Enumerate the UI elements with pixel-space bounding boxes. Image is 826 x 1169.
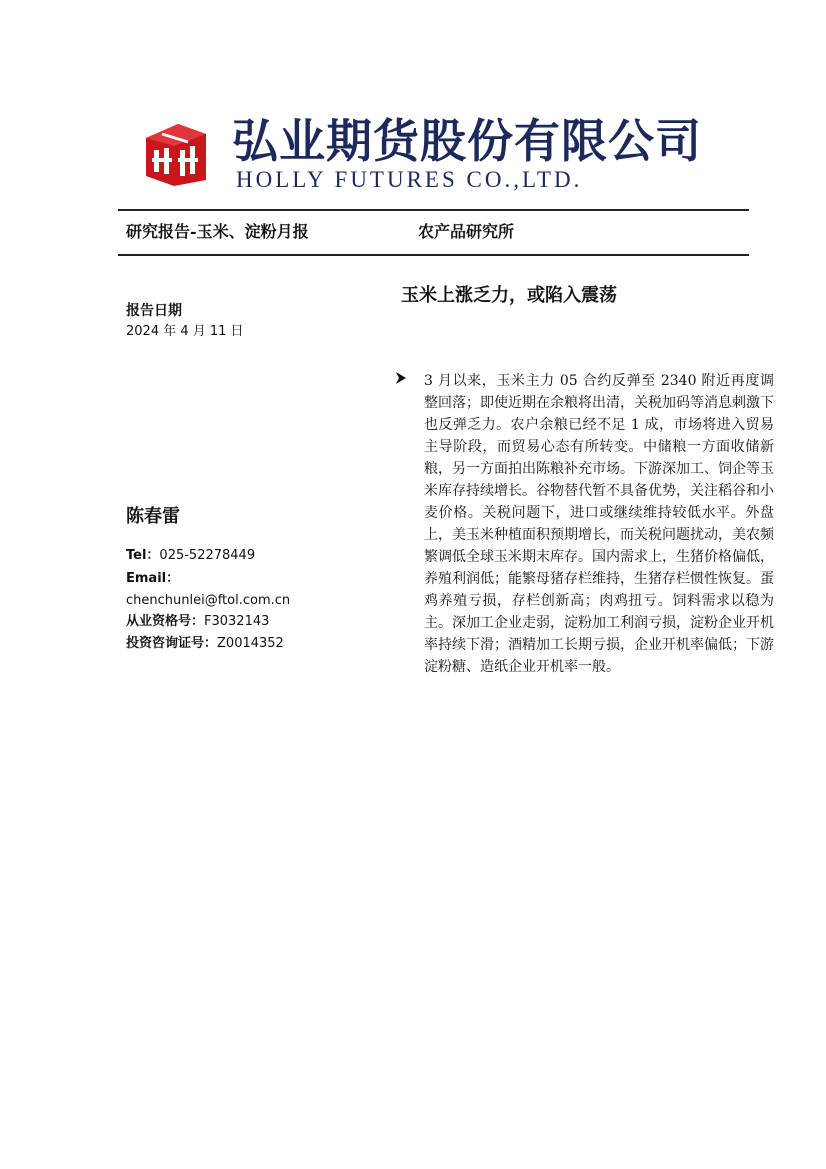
email-label: Email： bbox=[126, 571, 180, 586]
author-email[interactable] bbox=[126, 591, 290, 611]
report-type: 研究报告-玉米、淀粉月报 bbox=[126, 222, 309, 241]
author-license bbox=[126, 612, 269, 632]
report-title: 玉米上涨乏力，或陷入震荡 bbox=[401, 285, 617, 306]
consult-label: 投资咨询证号： bbox=[126, 636, 218, 651]
author-name: 陈春雷 bbox=[126, 506, 180, 527]
holly-futures-logo bbox=[142, 120, 210, 188]
summary-paragraph: 3 月以来，玉米主力 05 合约反弹至 2340 附近再度调整回落；即使近期在余粮将出清，关税加码等消息刺激下也反弹乏力。农户余粮已经不足 1 成，市场将进入贸易主导阶段，而贸易心态有所转变。中储粮一方面收储新粮，另一方面拍出陈粮补充市场。下游深加工、饲企等玉米库存持续增长。谷物替代暂不具备优势，关注稻谷和小麦价格。关税问题下，进口或继续维持较低水平。外盘上，美玉米种植面积预期增长，而关税问题扰动，美农频繁调低全球玉米期末库存。国内需求上，生猪价格偏低，养殖利润低；能繁母猪存栏维持，生猪存栏惯性恢复。蛋鸡养殖亏损，存栏创新高；肉鸡扭亏。饲料需求以稳为主。深加工企业走弱，淀粉加工利润亏损，淀粉企业开机率持续下滑；酒精加工长期亏损，企业开机率偏低；下游淀粉糖、造纸企业开机率一般。 bbox=[424, 373, 774, 675]
department: 农产品研究所 bbox=[418, 222, 515, 241]
arrow-bullet-icon bbox=[395, 371, 407, 385]
author-consult-license bbox=[126, 634, 284, 654]
author-tel bbox=[126, 546, 255, 566]
company-name-en: HOLLY FUTURES CO.,LTD. bbox=[236, 167, 583, 192]
license-label: 从业资格号： bbox=[126, 614, 205, 629]
consult-value: Z0014352 bbox=[217, 636, 284, 651]
banner-top-rule bbox=[118, 209, 749, 211]
tel-label: Tel： bbox=[126, 548, 160, 563]
banner-bottom-rule bbox=[118, 254, 749, 256]
author-email-label bbox=[126, 569, 179, 589]
tel-value: 025-52278449 bbox=[159, 548, 256, 563]
report-date-label: 报告日期 bbox=[126, 303, 182, 319]
company-name-cn: 弘业期货股份有限公司 bbox=[232, 114, 702, 168]
report-date-value: 2024 年 4 月 11 日 bbox=[126, 324, 244, 339]
license-value: F3032143 bbox=[204, 614, 270, 629]
email-value[interactable]: chenchunlei@ftol.com.cn bbox=[126, 593, 291, 608]
